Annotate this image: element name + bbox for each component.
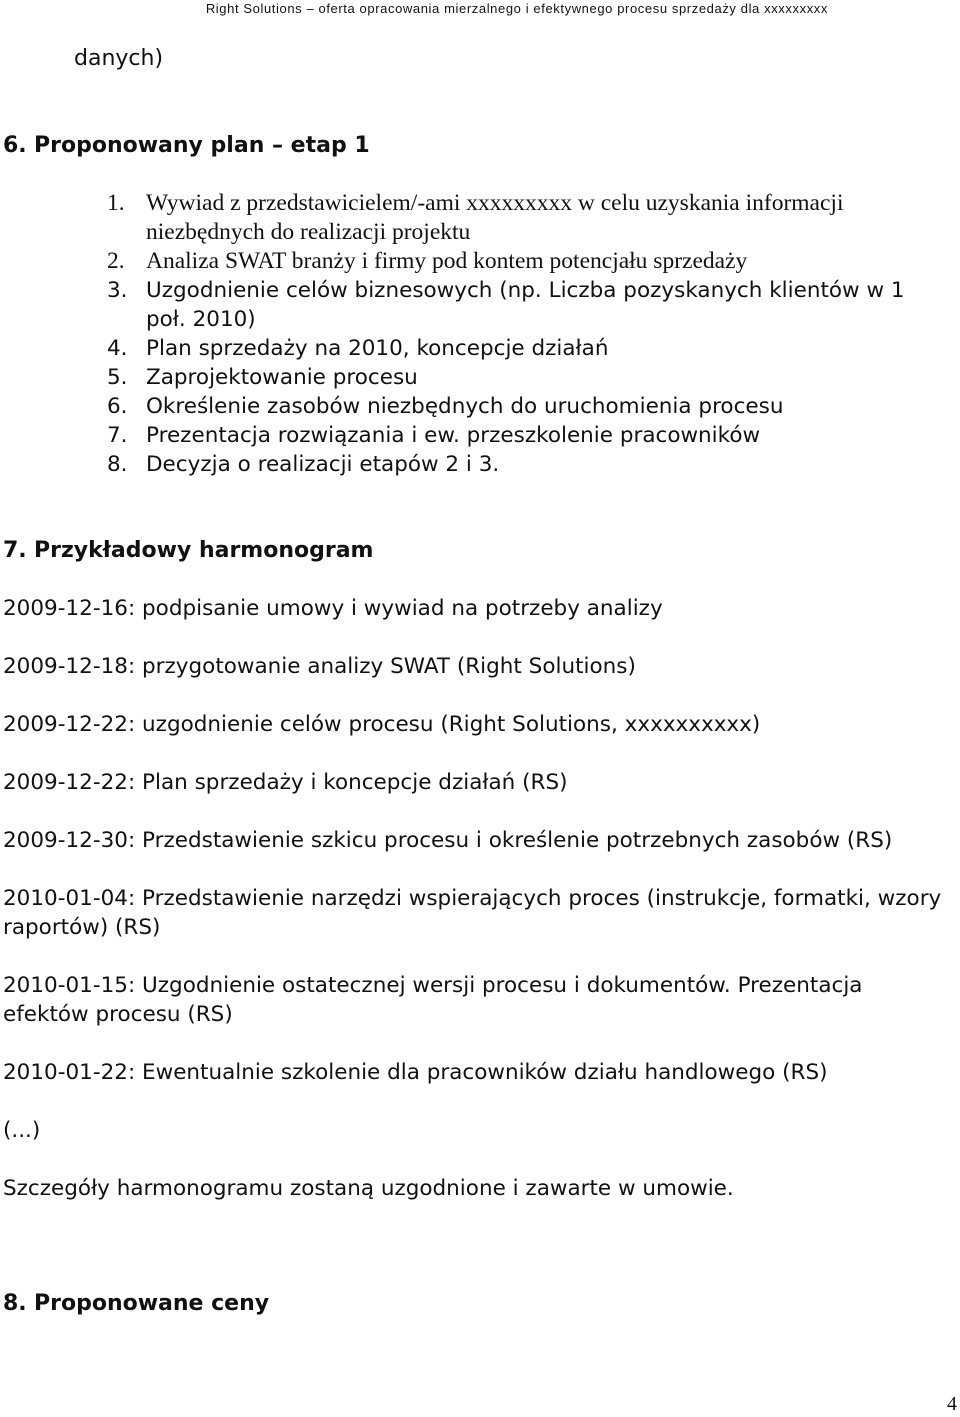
schedule-closing-note: Szczegóły harmonogramu zostaną uzgodnione i zawarte w umowie.	[3, 1176, 734, 1201]
plan-step-number: 2.	[107, 248, 125, 274]
section-6-title: Proponowany plan – etap 1	[34, 133, 370, 158]
plan-step-number: 8.	[107, 452, 128, 477]
schedule-entry: 2010-01-04: Przedstawienie narzędzi wspierających proces (instrukcje, formatki, wzory raportów) (RS)	[3, 886, 942, 940]
plan-step-number: 1.	[107, 190, 125, 216]
page-number: 4	[947, 1393, 957, 1415]
schedule-entry: 2009-12-22: uzgodnienie celów procesu (Right Solutions, xxxxxxxxxx)	[3, 712, 761, 737]
section-8-number: 8.	[3, 1291, 27, 1316]
section-6-heading	[3, 133, 370, 158]
schedule-ellipsis: (...)	[3, 1118, 41, 1143]
plan-step-number: 6.	[107, 394, 128, 419]
schedule-entry: 2009-12-22: Plan sprzedaży i koncepcje działań (RS)	[3, 770, 568, 795]
plan-step-number: 7.	[107, 423, 128, 448]
schedule-entry: 2009-12-16: podpisanie umowy i wywiad na potrzeby analizy	[3, 596, 663, 621]
plan-step-text: Określenie zasobów niezbędnych do uruchomienia procesu	[146, 394, 784, 419]
plan-step	[107, 450, 941, 479]
schedule-entry: 2009-12-30: Przedstawienie szkicu procesu i określenie potrzebnych zasobów (RS)	[3, 828, 893, 853]
section-7-heading	[3, 538, 374, 563]
plan-step-text: Wywiad z przedstawicielem/-ami xxxxxxxxx w celu uzyskania informacji niezbędnych do realizacji projektu	[146, 190, 844, 245]
plan-step	[107, 392, 941, 421]
plan-step-text: Decyzja o realizacji etapów 2 i 3.	[146, 452, 500, 477]
plan-step	[107, 247, 941, 276]
plan-steps-list	[107, 189, 941, 479]
schedule-entries	[3, 594, 948, 1232]
schedule-entry: 2009-12-18: przygotowanie analizy SWAT (Right Solutions)	[3, 654, 636, 679]
plan-step-text: Plan sprzedaży na 2010, koncepcje działań	[146, 336, 609, 361]
plan-step	[107, 363, 941, 392]
section-8-title: Proponowane ceny	[34, 1291, 270, 1316]
plan-step-text: Prezentacja rozwiązania i ew. przeszkolenie pracowników	[146, 423, 761, 448]
plan-step-number: 4.	[107, 336, 128, 361]
plan-step-text: Zaprojektowanie procesu	[146, 365, 418, 390]
plan-step	[107, 421, 941, 450]
section-7-title: Przykładowy harmonogram	[34, 538, 374, 563]
section-6-number: 6.	[3, 133, 27, 158]
plan-step-text: Analiza SWAT branży i firmy pod kontem potencjału sprzedaży	[146, 248, 748, 274]
plan-step	[107, 189, 941, 247]
plan-step-number: 5.	[107, 365, 128, 390]
section-8-heading	[3, 1291, 269, 1316]
plan-step-number: 3.	[107, 278, 128, 303]
plan-step	[107, 334, 941, 363]
schedule-entry: 2010-01-22: Ewentualnie szkolenie dla pracowników działu handlowego (RS)	[3, 1060, 828, 1085]
page-header: Right Solutions – oferta opracowania mierzalnego i efektywnego procesu sprzedaży dla xxxxxxxxx	[205, 1, 828, 16]
plan-step-text: Uzgodnienie celów biznesowych (np. Liczba pozyskanych klientów w 1 poł. 2010)	[146, 278, 905, 332]
section-7-number: 7.	[3, 538, 27, 563]
schedule-entry: 2010-01-15: Uzgodnienie ostatecznej wersji procesu i dokumentów. Prezentacja efektów procesu (RS)	[3, 973, 863, 1027]
continued-text-fragment: danych)	[74, 46, 164, 71]
plan-step	[107, 276, 941, 334]
